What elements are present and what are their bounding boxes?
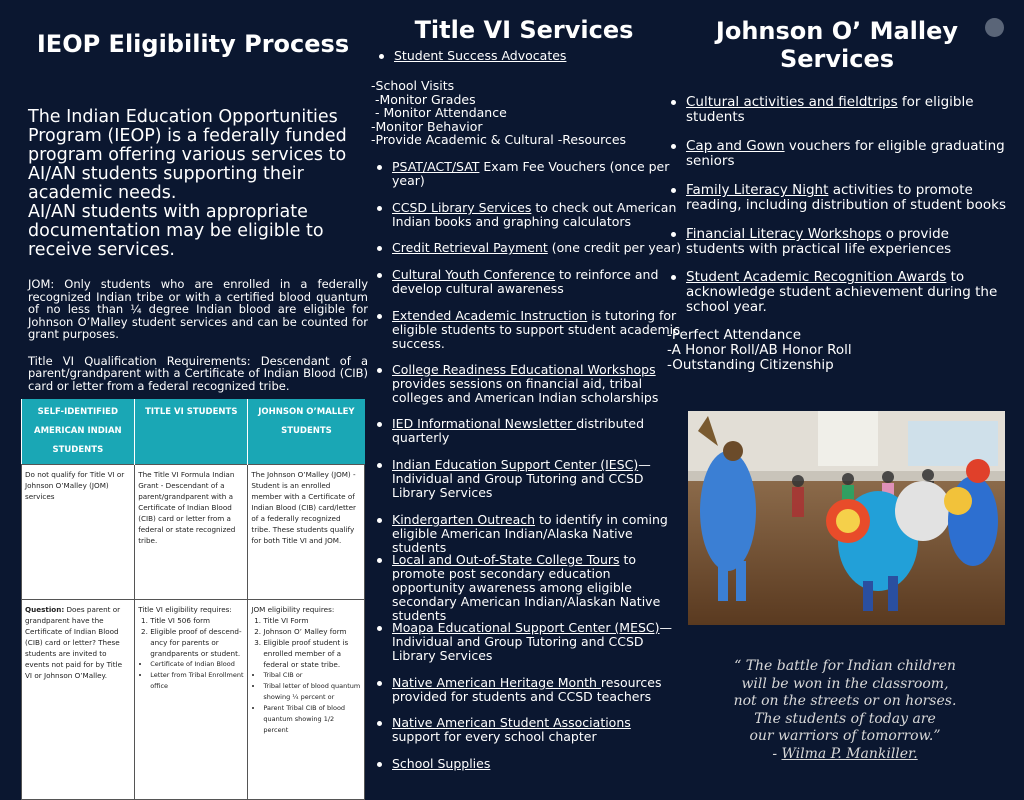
- table-header-jom: JOHNSON O’MALLEY STUDENTS: [248, 399, 365, 465]
- left-column: [18, 0, 368, 392]
- service-link[interactable]: Native American Student Associations: [392, 715, 631, 730]
- table-cell: Question: Does parent or grandparent have the Certificate of Indian Blood (CIB) card or letter? These students are invited to events not paid for by Title VI or Johnson O’Malley.: [22, 600, 135, 800]
- service-link[interactable]: Cap and Gown: [686, 138, 785, 154]
- list-item: Cultural activities and fieldtrips for eligible students: [686, 95, 1008, 125]
- list-item: [392, 757, 682, 771]
- list-item: Indian Education Support Center (IESC)—Individual and Group Tutoring and CCSD Library Services: [392, 458, 682, 500]
- table-cell: The Johnson O’Malley (JOM) - Student is an enrolled member with a Certificate of Indian Blood (CIB) card/letter of a federally recognized tribe. These students qualify for both Title VI and JOM.: [248, 465, 365, 600]
- service-link[interactable]: PSAT/ACT/SAT: [392, 159, 480, 174]
- service-link[interactable]: Student Academic Recognition Awards: [686, 269, 947, 285]
- service-link[interactable]: College Readiness Educational Workshops: [392, 362, 656, 377]
- service-link[interactable]: Financial Literacy Workshops: [686, 226, 882, 242]
- list-item: Local and Out-of-State College Tours to promote post secondary education opportunity awareness among eligible secondary American Indian/Alaskan Native students: [392, 553, 682, 623]
- intro-text: The Indian Education Opportunities Program (IEOP) is a federally funded program offering various services to AI/AN students supporting their academic needs. AI/AN students with appropriate documentation may be eligible to receive services.: [28, 107, 347, 260]
- list-item: College Readiness Educational Workshops provides sessions on financial aid, tribal colleges and American Indian scholarships: [392, 363, 682, 405]
- middle-column: [368, 0, 680, 44]
- list-item: Cultural Youth Conference to reinforce and develop cultural awareness: [392, 268, 682, 296]
- eligibility-table: [21, 399, 365, 800]
- table-header-self-identified: SELF-IDENTIFIED AMERICAN INDIAN STUDENTS: [22, 399, 135, 465]
- eligibility-title: IEOP Eligibility Process: [36, 30, 350, 58]
- recognition-subitems: -Perfect Attendance -A Honor Roll/AB Honor Roll -Outstanding Citizenship: [667, 327, 852, 373]
- mankiller-quote: “ The battle for Indian children will be won in the classroom, not on the streets or on horses. The students of today are our warriors of tomorrow.” - Wilma P. Mankiller.: [733, 658, 957, 762]
- list-item: Credit Retrieval Payment (one credit per year): [392, 240, 682, 255]
- list-item: PSAT/ACT/SAT Exam Fee Vouchers (once per year): [392, 160, 682, 188]
- advocate-subitems: -School Visits -Monitor Grades - Monitor Attendance -Monitor Behavior -Provide Academic & Cultural -Resources: [371, 78, 627, 147]
- service-link[interactable]: Student Success Advocates: [394, 48, 567, 63]
- circle-decoration: [985, 18, 1004, 37]
- quote-author: Wilma P. Mankiller.: [781, 745, 918, 762]
- table-cell: The Title VI Formula Indian Grant - Descendant of a parent/grandparent with a Certificate of Indian Blood (CIB) card or letter from a federal or state recognized tribe.: [135, 465, 248, 600]
- service-link[interactable]: IED Informational Newsletter: [392, 416, 577, 431]
- service-link[interactable]: Kindergarten Outreach: [392, 512, 536, 527]
- service-link[interactable]: CCSD Library Services: [392, 200, 532, 215]
- list-item: Financial Literacy Workshops o provide students with practical life experiences: [686, 227, 1008, 257]
- list-item: [394, 49, 566, 63]
- service-link[interactable]: Family Literacy Night: [686, 182, 829, 198]
- list-item: CCSD Library Services to check out American Indian books and graphing calculators: [392, 201, 682, 229]
- service-link[interactable]: Local and Out-of-State College Tours: [392, 552, 620, 567]
- right-column: [664, 0, 1010, 73]
- list-item: Cap and Gown vouchers for eligible graduating seniors: [686, 139, 1008, 169]
- list-item: Native American Student Associations support for every school chapter: [392, 716, 682, 744]
- list-item: Family Literacy Night activities to promote reading, including distribution of student books: [686, 182, 1006, 213]
- title-vi-paragraph: Title VI Qualification Requirements: Descendant of a parent/grandparent with a Certificate of Indian Blood (CIB) card or letter from a federal recognized tribe.: [28, 353, 368, 393]
- list-item: Moapa Educational Support Center (MESC)—Individual and Group Tutoring and CCSD Library Services: [392, 621, 682, 663]
- jom-paragraph: JOM: Only students who are enrolled in a federally recognized Indian tribe or with a certified blood quantum of no less than ¼ degree Indian blood are eligible for Johnson O’Malley student services and can be counted for grant purposes.: [28, 277, 368, 341]
- jom-services-title: Johnson O’ Malley Services: [715, 17, 959, 73]
- list-item: Extended Academic Instruction is tutoring for eligible students to support student academic success.: [392, 309, 682, 351]
- service-link[interactable]: Cultural Youth Conference: [392, 267, 555, 282]
- list-item: Native American Heritage Month resources provided for students and CCSD teachers: [392, 676, 682, 704]
- service-link[interactable]: Extended Academic Instruction: [392, 308, 588, 323]
- service-link[interactable]: Credit Retrieval Payment: [392, 240, 548, 255]
- table-cell: Title VI eligibility requires: 1. Title VI 506 form 2. Eligible proof of descend-ancy for parents or grandparents or student. • Certificate of Indian Blood • Letter from Tribal Enrollment office: [135, 600, 248, 800]
- list-item: Kindergarten Outreach to identify in coming eligible American Indian/Alaska Native students: [392, 513, 682, 555]
- service-link[interactable]: Indian Education Support Center (IESC): [392, 457, 639, 472]
- table-cell: Do not qualify for Title VI or Johnson O’Malley (JOM) services: [22, 465, 135, 600]
- service-link[interactable]: Moapa Educational Support Center (MESC): [392, 620, 660, 635]
- service-link[interactable]: Cultural activities and fieldtrips: [686, 94, 898, 110]
- list-item: IED Informational Newsletter distributed quarterly: [392, 417, 682, 445]
- title-vi-services-title: Title VI Services: [414, 16, 634, 44]
- table-header-title-vi: TITLE VI STUDENTS: [135, 399, 248, 465]
- service-link[interactable]: School Supplies: [392, 756, 491, 771]
- service-link[interactable]: Native American Heritage Month: [392, 675, 601, 690]
- powwow-dancers-photo: [688, 411, 1005, 625]
- list-item: Student Academic Recognition Awards to acknowledge student achievement during the school year.: [686, 270, 1008, 315]
- table-cell: JOM eligibility requires: 1. Title VI Form 2. Johnson O’ Malley form 3. Eligible proof student is enrolled member of a federal or state tribe. • Tribal CIB or • Tribal letter of blood quantum showing ¼ percent or • Parent Tribal CIB of blood quantum showing 1/2 percent: [248, 600, 365, 800]
